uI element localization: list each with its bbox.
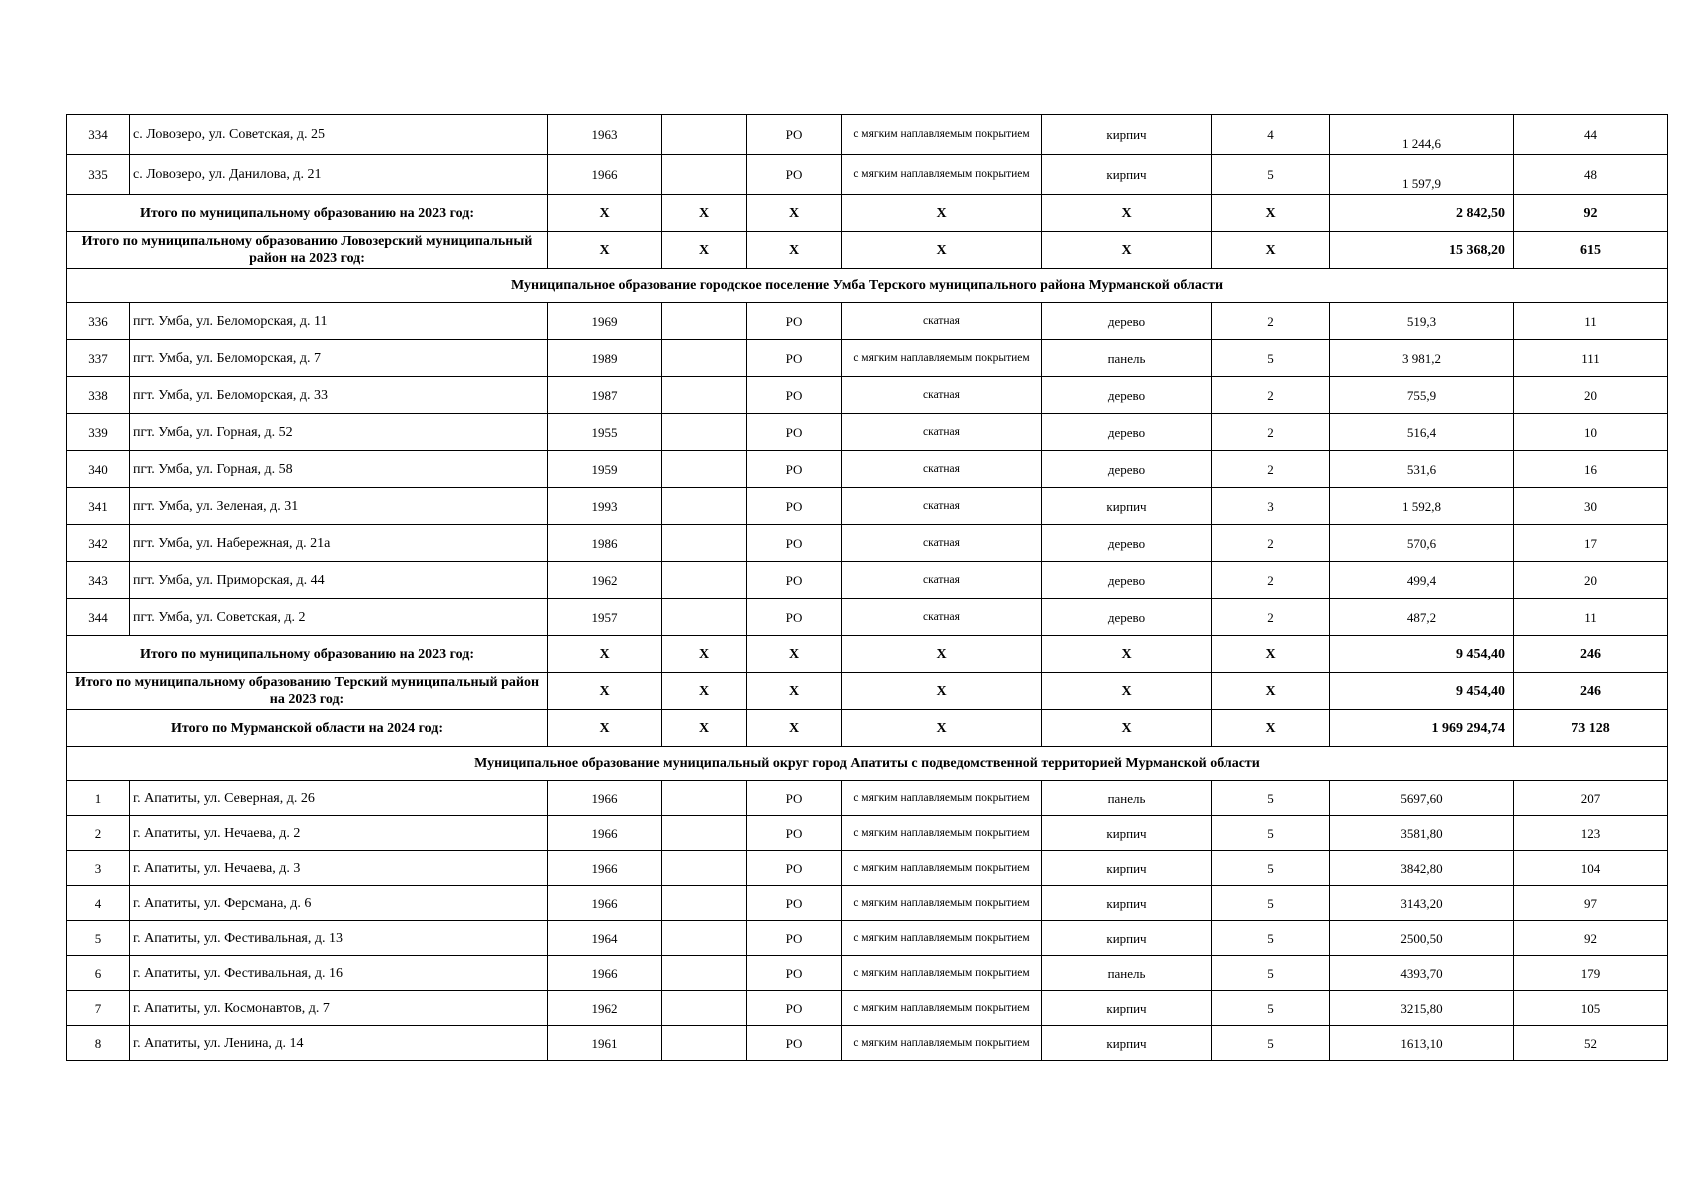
residents-cell: 20 [1514,377,1668,414]
area-cell: 3215,80 [1330,991,1514,1026]
table-row [67,303,1668,340]
roof-type-cell: с мягким наплавляемым покрытием [842,115,1042,155]
total-area-cell: 1 969 294,74 [1330,710,1514,747]
residents-cell: 105 [1514,991,1668,1026]
roof-type-cell: с мягким наплавляемым покрытием [842,816,1042,851]
floors-cell: 5 [1212,851,1330,886]
wall-material-cell: дерево [1042,414,1212,451]
address-cell: пгт. Умба, ул. Беломорская, д. 33 [130,377,548,414]
x-mark-cell: X [662,232,747,269]
wall-material-cell: кирпич [1042,886,1212,921]
total-residents-cell: 246 [1514,636,1668,673]
roof-type-cell: с мягким наплавляемым покрытием [842,956,1042,991]
wall-material-cell: панель [1042,956,1212,991]
empty-cell [662,816,747,851]
residents-cell: 10 [1514,414,1668,451]
year-cell: 1966 [548,886,662,921]
wall-material-cell: дерево [1042,451,1212,488]
residents-cell: 179 [1514,956,1668,991]
address-cell: пгт. Умба, ул. Горная, д. 52 [130,414,548,451]
empty-cell [662,1026,747,1061]
row-number: 4 [67,886,130,921]
wall-material-cell: панель [1042,781,1212,816]
row-number: 1 [67,781,130,816]
roof-type-cell: скатная [842,599,1042,636]
total-area-cell: 2 842,50 [1330,195,1514,232]
x-mark-cell: X [1212,195,1330,232]
section-header-row [67,269,1668,303]
address-cell: г. Апатиты, ул. Фестивальная, д. 13 [130,921,548,956]
section-header-row [67,747,1668,781]
total-residents-cell: 73 128 [1514,710,1668,747]
table-row [67,781,1668,816]
fund-cell: РО [747,525,842,562]
year-cell: 1966 [548,816,662,851]
residents-cell: 30 [1514,488,1668,525]
year-cell: 1993 [548,488,662,525]
x-mark-cell: X [747,636,842,673]
row-number: 338 [67,377,130,414]
x-mark-cell: X [747,195,842,232]
wall-material-cell: дерево [1042,562,1212,599]
residents-cell: 17 [1514,525,1668,562]
area-cell: 487,2 [1330,599,1514,636]
address-cell: г. Апатиты, ул. Нечаева, д. 2 [130,816,548,851]
total-label: Итого по муниципальному образованию Терский муниципальный район на 2023 год: [67,673,548,710]
floors-cell: 2 [1212,562,1330,599]
year-cell: 1962 [548,562,662,599]
roof-type-cell: скатная [842,562,1042,599]
row-number: 2 [67,816,130,851]
empty-cell [662,886,747,921]
empty-cell [662,525,747,562]
table-row [67,451,1668,488]
address-cell: г. Апатиты, ул. Космонавтов, д. 7 [130,991,548,1026]
residents-cell: 11 [1514,599,1668,636]
roof-type-cell: с мягким наплавляемым покрытием [842,921,1042,956]
table-row [67,414,1668,451]
area-cell: 3842,80 [1330,851,1514,886]
row-number: 7 [67,991,130,1026]
total-label: Итого по муниципальному образованию Ловозерский муниципальный район на 2023 год: [67,232,548,269]
residents-cell: 16 [1514,451,1668,488]
table-row [67,340,1668,377]
area-cell: 755,9 [1330,377,1514,414]
fund-cell: РО [747,303,842,340]
x-mark-cell: X [1042,636,1212,673]
address-cell: пгт. Умба, ул. Зеленая, д. 31 [130,488,548,525]
fund-cell: РО [747,991,842,1026]
address-cell: г. Апатиты, ул. Северная, д. 26 [130,781,548,816]
residents-cell: 111 [1514,340,1668,377]
residents-cell: 20 [1514,562,1668,599]
x-mark-cell: X [747,710,842,747]
floors-cell: 5 [1212,781,1330,816]
row-number: 340 [67,451,130,488]
roof-type-cell: с мягким наплавляемым покрытием [842,781,1042,816]
address-cell: г. Апатиты, ул. Ленина, д. 14 [130,1026,548,1061]
table-row [67,377,1668,414]
total-row [67,195,1668,232]
row-number: 337 [67,340,130,377]
empty-cell [662,991,747,1026]
wall-material-cell: кирпич [1042,851,1212,886]
empty-cell [662,956,747,991]
residents-cell: 11 [1514,303,1668,340]
total-label: Итого по муниципальному образованию на 2023 год: [67,636,548,673]
total-row [67,636,1668,673]
floors-cell: 2 [1212,525,1330,562]
x-mark-cell: X [548,636,662,673]
section-title: Муниципальное образование городское поселение Умба Терского муниципального района Мурманской области [67,269,1668,303]
x-mark-cell: X [1042,673,1212,710]
empty-cell [662,414,747,451]
residents-cell: 52 [1514,1026,1668,1061]
area-cell: 519,3 [1330,303,1514,340]
area-cell: 1 592,8 [1330,488,1514,525]
total-residents-cell: 246 [1514,673,1668,710]
year-cell: 1966 [548,781,662,816]
table-row [67,1026,1668,1061]
floors-cell: 5 [1212,956,1330,991]
floors-cell: 2 [1212,599,1330,636]
housing-register-table [66,114,1668,1061]
row-number: 3 [67,851,130,886]
area-cell: 3581,80 [1330,816,1514,851]
address-cell: пгт. Умба, ул. Набережная, д. 21а [130,525,548,562]
table-body [67,115,1668,1061]
floors-cell: 4 [1212,115,1330,155]
total-row [67,673,1668,710]
table-row [67,115,1668,155]
x-mark-cell: X [1042,232,1212,269]
year-cell: 1966 [548,956,662,991]
wall-material-cell: дерево [1042,525,1212,562]
year-cell: 1959 [548,451,662,488]
roof-type-cell: с мягким наплавляемым покрытием [842,155,1042,195]
x-mark-cell: X [842,232,1042,269]
year-cell: 1962 [548,991,662,1026]
fund-cell: РО [747,451,842,488]
row-number: 344 [67,599,130,636]
x-mark-cell: X [548,710,662,747]
x-mark-cell: X [1212,710,1330,747]
fund-cell: РО [747,886,842,921]
table-row [67,851,1668,886]
wall-material-cell: кирпич [1042,488,1212,525]
section-title: Муниципальное образование муниципальный округ город Апатиты с подведомственной территорией Мурманской области [67,747,1668,781]
area-cell: 531,6 [1330,451,1514,488]
area-cell: 3 981,2 [1330,340,1514,377]
empty-cell [662,781,747,816]
empty-cell [662,377,747,414]
table-row [67,525,1668,562]
fund-cell: РО [747,851,842,886]
floors-cell: 5 [1212,340,1330,377]
fund-cell: РО [747,956,842,991]
x-mark-cell: X [662,636,747,673]
table-row [67,991,1668,1026]
wall-material-cell: кирпич [1042,816,1212,851]
roof-type-cell: скатная [842,414,1042,451]
total-label: Итого по муниципальному образованию на 2023 год: [67,195,548,232]
table-row [67,488,1668,525]
area-cell: 5697,60 [1330,781,1514,816]
x-mark-cell: X [662,195,747,232]
empty-cell [662,562,747,599]
fund-cell: РО [747,781,842,816]
wall-material-cell: панель [1042,340,1212,377]
wall-material-cell: кирпич [1042,115,1212,155]
area-cell: 1613,10 [1330,1026,1514,1061]
total-residents-cell: 92 [1514,195,1668,232]
table-row [67,599,1668,636]
fund-cell: РО [747,562,842,599]
year-cell: 1987 [548,377,662,414]
table-row [67,816,1668,851]
total-residents-cell: 615 [1514,232,1668,269]
row-number: 334 [67,115,130,155]
floors-cell: 2 [1212,303,1330,340]
fund-cell: РО [747,115,842,155]
year-cell: 1966 [548,851,662,886]
address-cell: с. Ловозеро, ул. Данилова, д. 21 [130,155,548,195]
floors-cell: 5 [1212,886,1330,921]
total-area-cell: 9 454,40 [1330,673,1514,710]
table-row [67,155,1668,195]
empty-cell [662,851,747,886]
fund-cell: РО [747,155,842,195]
empty-cell [662,921,747,956]
year-cell: 1969 [548,303,662,340]
row-number: 5 [67,921,130,956]
year-cell: 1964 [548,921,662,956]
floors-cell: 5 [1212,1026,1330,1061]
address-cell: пгт. Умба, ул. Беломорская, д. 7 [130,340,548,377]
row-number: 343 [67,562,130,599]
roof-type-cell: скатная [842,451,1042,488]
row-number: 335 [67,155,130,195]
wall-material-cell: дерево [1042,377,1212,414]
area-cell: 1 244,6 [1330,115,1514,155]
area-cell: 499,4 [1330,562,1514,599]
empty-cell [662,303,747,340]
address-cell: г. Апатиты, ул. Нечаева, д. 3 [130,851,548,886]
x-mark-cell: X [842,195,1042,232]
address-cell: г. Апатиты, ул. Фестивальная, д. 16 [130,956,548,991]
empty-cell [662,599,747,636]
total-area-cell: 15 368,20 [1330,232,1514,269]
address-cell: пгт. Умба, ул. Беломорская, д. 11 [130,303,548,340]
x-mark-cell: X [662,710,747,747]
floors-cell: 5 [1212,991,1330,1026]
x-mark-cell: X [1212,232,1330,269]
row-number: 341 [67,488,130,525]
x-mark-cell: X [1042,710,1212,747]
fund-cell: РО [747,921,842,956]
x-mark-cell: X [1212,636,1330,673]
fund-cell: РО [747,599,842,636]
table-row [67,956,1668,991]
x-mark-cell: X [662,673,747,710]
total-area-cell: 9 454,40 [1330,636,1514,673]
empty-cell [662,115,747,155]
year-cell: 1955 [548,414,662,451]
row-number: 342 [67,525,130,562]
roof-type-cell: скатная [842,303,1042,340]
area-cell: 4393,70 [1330,956,1514,991]
x-mark-cell: X [1042,195,1212,232]
roof-type-cell: скатная [842,525,1042,562]
year-cell: 1961 [548,1026,662,1061]
year-cell: 1986 [548,525,662,562]
area-cell: 570,6 [1330,525,1514,562]
roof-type-cell: с мягким наплавляемым покрытием [842,886,1042,921]
table-row [67,562,1668,599]
empty-cell [662,155,747,195]
wall-material-cell: кирпич [1042,155,1212,195]
total-label: Итого по Мурманской области на 2024 год: [67,710,548,747]
wall-material-cell: кирпич [1042,991,1212,1026]
address-cell: с. Ловозеро, ул. Советская, д. 25 [130,115,548,155]
residents-cell: 97 [1514,886,1668,921]
row-number: 336 [67,303,130,340]
residents-cell: 48 [1514,155,1668,195]
fund-cell: РО [747,488,842,525]
roof-type-cell: с мягким наплавляемым покрытием [842,851,1042,886]
wall-material-cell: кирпич [1042,921,1212,956]
x-mark-cell: X [747,232,842,269]
residents-cell: 92 [1514,921,1668,956]
x-mark-cell: X [548,673,662,710]
address-cell: г. Апатиты, ул. Ферсмана, д. 6 [130,886,548,921]
fund-cell: РО [747,1026,842,1061]
x-mark-cell: X [842,673,1042,710]
fund-cell: РО [747,816,842,851]
x-mark-cell: X [548,195,662,232]
row-number: 8 [67,1026,130,1061]
empty-cell [662,340,747,377]
empty-cell [662,451,747,488]
fund-cell: РО [747,377,842,414]
roof-type-cell: с мягким наплавляемым покрытием [842,991,1042,1026]
wall-material-cell: кирпич [1042,1026,1212,1061]
x-mark-cell: X [842,636,1042,673]
area-cell: 2500,50 [1330,921,1514,956]
wall-material-cell: дерево [1042,599,1212,636]
address-cell: пгт. Умба, ул. Горная, д. 58 [130,451,548,488]
wall-material-cell: дерево [1042,303,1212,340]
total-row [67,710,1668,747]
area-cell: 3143,20 [1330,886,1514,921]
x-mark-cell: X [842,710,1042,747]
floors-cell: 5 [1212,155,1330,195]
roof-type-cell: с мягким наплавляемым покрытием [842,1026,1042,1061]
floors-cell: 2 [1212,377,1330,414]
address-cell: пгт. Умба, ул. Советская, д. 2 [130,599,548,636]
total-row [67,232,1668,269]
year-cell: 1957 [548,599,662,636]
x-mark-cell: X [747,673,842,710]
roof-type-cell: скатная [842,377,1042,414]
floors-cell: 5 [1212,921,1330,956]
floors-cell: 5 [1212,816,1330,851]
row-number: 339 [67,414,130,451]
area-cell: 1 597,9 [1330,155,1514,195]
floors-cell: 2 [1212,451,1330,488]
roof-type-cell: скатная [842,488,1042,525]
residents-cell: 44 [1514,115,1668,155]
year-cell: 1963 [548,115,662,155]
residents-cell: 207 [1514,781,1668,816]
fund-cell: РО [747,340,842,377]
year-cell: 1966 [548,155,662,195]
row-number: 6 [67,956,130,991]
x-mark-cell: X [1212,673,1330,710]
x-mark-cell: X [548,232,662,269]
floors-cell: 3 [1212,488,1330,525]
fund-cell: РО [747,414,842,451]
table-row [67,921,1668,956]
roof-type-cell: с мягким наплавляемым покрытием [842,340,1042,377]
area-cell: 516,4 [1330,414,1514,451]
table-row [67,886,1668,921]
residents-cell: 104 [1514,851,1668,886]
empty-cell [662,488,747,525]
floors-cell: 2 [1212,414,1330,451]
address-cell: пгт. Умба, ул. Приморская, д. 44 [130,562,548,599]
year-cell: 1989 [548,340,662,377]
residents-cell: 123 [1514,816,1668,851]
